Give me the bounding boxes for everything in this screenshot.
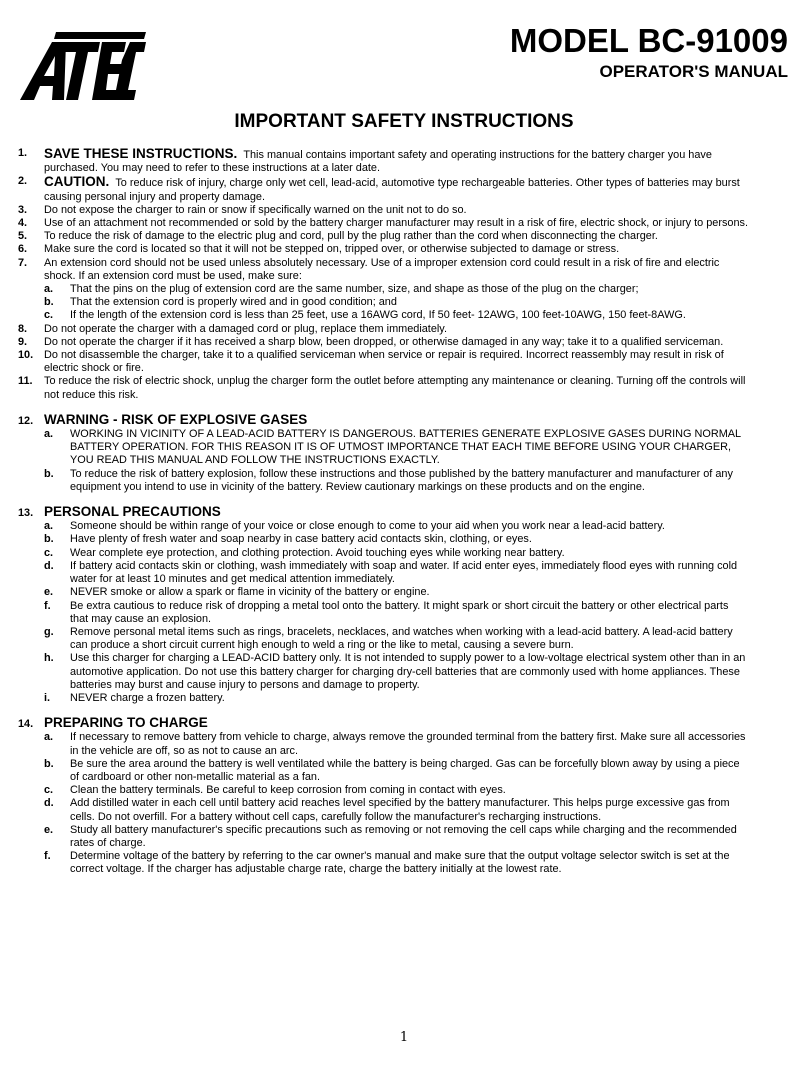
sub-item	[44, 824, 748, 850]
item-number: 2.	[18, 175, 28, 188]
sub-item	[44, 784, 748, 797]
sub-item	[44, 586, 748, 599]
sub-letter: f.	[44, 850, 51, 863]
item-lead: CAUTION.	[44, 174, 110, 190]
section-number: 12.	[18, 414, 34, 427]
sub-item	[44, 600, 748, 626]
sub-text: If the length of the extension cord is less than 25 feet, use a 16AWG cord, If 50 feet- 12AWG, 100 feet-10AWG, 150 feet-8AWG.	[70, 309, 686, 322]
sub-item	[44, 468, 748, 494]
sub-text: WORKING IN VICINITY OF A LEAD-ACID BATTERY IS DANGEROUS. BATTERIES GENERATE EXPLOSIVE GASES DURING NORMAL BATTERY OPERATION. FOR THIS REASON IT IS OF UTMOST IMPORTANCE THAT EACH TIME BEFORE USING YOUR CHARGER, YOU READ THIS MANUAL AND FOLLOW THE INSTRUCTIONS EXACTLY.	[70, 428, 741, 467]
sub-letter: g.	[44, 625, 54, 638]
instruction-item	[18, 230, 748, 243]
sub-letter: b.	[44, 296, 54, 309]
sub-item	[44, 520, 748, 533]
instruction-item	[18, 349, 748, 375]
sub-text: Determine voltage of the battery by referring to the car owner's manual and make sure that the output voltage selector switch is set at the correct voltage. If the charger has adjustable charge rate, charge the battery initially at the lowest rate.	[70, 850, 730, 876]
instruction-item	[18, 243, 748, 256]
sub-item	[44, 626, 748, 652]
sub-item	[44, 652, 748, 692]
page-title: IMPORTANT SAFETY INSTRUCTIONS	[234, 111, 574, 132]
sub-text: Study all battery manufacturer's specific precautions such as removing or not removing the cell caps while charging and the recommended rates of charge.	[70, 823, 737, 849]
page-number: 1	[399, 1030, 409, 1045]
sub-text: If battery acid contacts skin or clothing, wash immediately with soap and water. If acid enter eyes, immediately flood eyes with running cold water for at least 10 minutes and get medical attention immediately.	[70, 559, 738, 586]
sub-letter: e.	[44, 823, 54, 836]
instruction-item	[18, 217, 748, 230]
sub-letter: a.	[44, 283, 54, 296]
item-number: 4.	[18, 217, 28, 230]
section-explosive-gases	[18, 412, 748, 494]
sub-letter: d.	[44, 559, 54, 572]
sub-text: Remove personal metal items such as rings, bracelets, necklaces, and watches when working with a lead-acid battery. A lead-acid battery can produce a short circuit current high enough to weld a ring or the like to metal, causing a severe burn.	[70, 625, 733, 652]
item-text: To reduce the risk of damage to the electric plug and cord, pull by the plug rather than the cord when disconnecting the charger.	[44, 230, 658, 243]
item-body	[44, 147, 748, 175]
instruction-item	[18, 323, 748, 336]
item-number: 5.	[18, 230, 28, 243]
sub-text: That the pins on the plug of extension cord are the same number, size, and shape as those of the plug on the charger;	[70, 283, 639, 296]
item-number: 10.	[18, 349, 34, 362]
sub-item	[44, 309, 748, 322]
sub-item	[44, 850, 748, 876]
sub-letter: a.	[44, 520, 54, 533]
sub-letter: h.	[44, 652, 54, 665]
atec-logo	[18, 30, 148, 102]
item-text: An extension cord should not be used unless absolutely necessary. Use of a improper extension cord could result in a risk of fire and electric shock. If an extension cord must be used, make sure:	[44, 256, 720, 282]
section-title: WARNING - RISK OF EXPLOSIVE GASES	[44, 411, 308, 427]
sub-letter: b.	[44, 533, 54, 546]
item-number: 8.	[18, 322, 28, 335]
section-preparing-to-charge	[18, 715, 748, 876]
sub-letter: i.	[44, 691, 51, 704]
sub-text: That the extension cord is properly wired and in good condition; and	[70, 296, 397, 309]
item-number: 7.	[18, 256, 28, 269]
item-text: To reduce risk of injury, charge only wet cell, lead-acid, automotive type rechargeable batteries. Other types of batteries may burst causing personal injury and property damage.	[44, 177, 740, 203]
item-text: Do not disassemble the charger, take it to a qualified serviceman when service or repair is required. Incorrect reassembly may result in risk of electric shock or fire.	[44, 349, 724, 375]
section-title: PREPARING TO CHARGE	[44, 715, 208, 731]
sub-letter: c.	[44, 784, 54, 797]
instruction-item	[18, 257, 748, 283]
item-body	[44, 175, 748, 203]
item-number: 1.	[18, 147, 28, 159]
item-number: 6.	[18, 243, 28, 256]
sub-text: If necessary to remove battery from vehicle to charge, always remove the grounded terminal from the battery first. Make sure all accessories in the vehicle are off, so as not to cause an arc.	[70, 731, 746, 757]
sub-item	[44, 731, 748, 757]
item-text: Do not operate the charger with a damaged cord or plug, replace them immediately.	[44, 322, 447, 335]
sub-text: Add distilled water in each cell until battery acid reaches level specified by the battery manufacturer. This helps purge excessive gas from cells. Do not overfill. For a battery without cell caps, carefully follow the manufacturer's recharging instructions.	[70, 797, 730, 823]
sub-item	[44, 547, 748, 560]
item-text: Do not expose the charger to rain or snow if specifically warned on the unit not to do so.	[44, 203, 467, 216]
model-title: MODEL BC-91009	[509, 22, 788, 59]
instruction-item	[18, 175, 748, 203]
sub-item	[44, 692, 748, 705]
sub-item	[44, 296, 748, 309]
sub-letter: c.	[44, 546, 54, 559]
manual-subtitle: OPERATOR'S MANUAL	[599, 62, 788, 81]
item-text: Use of an attachment not recommended or sold by the battery charger manufacturer may result in a risk of fire, electric shock, or injury to persons.	[44, 217, 748, 230]
item-text: To reduce the risk of electric shock, unplug the charger form the outlet before attempting any maintenance or cleaning. Turning off the controls will not reduce this risk.	[44, 375, 746, 401]
section-heading	[18, 715, 748, 731]
item-text: Make sure the cord is located so that it will not be stepped on, tripped over, or otherwise subjected to damage or stress.	[44, 243, 620, 256]
sub-text: Have plenty of fresh water and soap nearby in case battery acid contacts skin, clothing, or eyes.	[70, 533, 532, 546]
section-personal-precautions	[18, 504, 748, 705]
instruction-item	[18, 147, 748, 175]
sub-letter: e.	[44, 586, 54, 599]
sub-item	[44, 560, 748, 586]
sub-letter: a.	[44, 731, 54, 744]
sub-item	[44, 283, 748, 296]
sub-text: Someone should be within range of your voice or close enough to come to your aid when you work near a lead-acid battery.	[70, 520, 665, 533]
instructions-body	[18, 147, 748, 877]
section-heading	[18, 412, 748, 428]
sub-text: Use this charger for charging a LEAD-ACID battery only. It is not intended to supply power to a low-voltage electrical system other than in an automotive application. Do not use this battery charger for charging dry-cell batteries that are commonly used with home appliances. These batteries may burst and cause injury to persons and damage to property.	[70, 652, 746, 691]
item-number: 9.	[18, 335, 28, 348]
sub-item	[44, 533, 748, 546]
instruction-item	[18, 375, 748, 401]
sub-text: Be extra cautious to reduce risk of dropping a metal tool onto the battery. It might spark or short circuit the battery or other electrical parts that may cause an explosion.	[70, 599, 729, 625]
sub-letter: f.	[44, 599, 51, 612]
section-number: 14.	[18, 718, 34, 731]
item-text: This manual contains important safety and operating instructions for the battery charger you have purchased. You may need to refer to these instructions at a later date.	[44, 149, 712, 175]
instruction-item	[18, 336, 748, 349]
sub-text: To reduce the risk of battery explosion, follow these instructions and those published by the battery manufacturer and manufacturer of any equipment you intend to use in vicinity of the battery. Review cautionary markings on these products and on the engine.	[70, 467, 733, 493]
item-lead: SAVE THESE INSTRUCTIONS.	[44, 146, 238, 161]
item-text: Do not operate the charger if it has received a sharp blow, been dropped, or otherwise damaged in any way; take it to a qualified serviceman.	[44, 335, 724, 348]
sub-letter: b.	[44, 757, 54, 770]
section-number: 13.	[18, 507, 34, 520]
item-number: 3.	[18, 203, 28, 216]
sub-text: Wear complete eye protection, and clothing protection. Avoid touching eyes while working near battery.	[70, 546, 565, 559]
sub-letter: a.	[44, 428, 54, 441]
sub-letter: d.	[44, 797, 54, 810]
instruction-item	[18, 204, 748, 217]
item-number: 11.	[18, 375, 33, 388]
sub-text: Be sure the area around the battery is well ventilated while the battery is being charged. Gas can be forcefully blown away by using a piece of cardboard or other non-metallic material as a fan.	[70, 757, 740, 783]
sub-letter: b.	[44, 467, 54, 480]
sub-text: NEVER charge a frozen battery.	[70, 691, 225, 704]
sub-text: NEVER smoke or allow a spark or flame in vicinity of the battery or engine.	[70, 586, 430, 599]
section-title: PERSONAL PRECAUTIONS	[44, 504, 221, 520]
sub-item	[44, 758, 748, 784]
sub-letter: c.	[44, 309, 54, 322]
sub-item	[44, 428, 748, 468]
section-heading	[18, 504, 748, 520]
sub-item	[44, 797, 748, 823]
sub-text: Clean the battery terminals. Be careful to keep corrosion from coming in contact with eyes.	[70, 784, 506, 797]
